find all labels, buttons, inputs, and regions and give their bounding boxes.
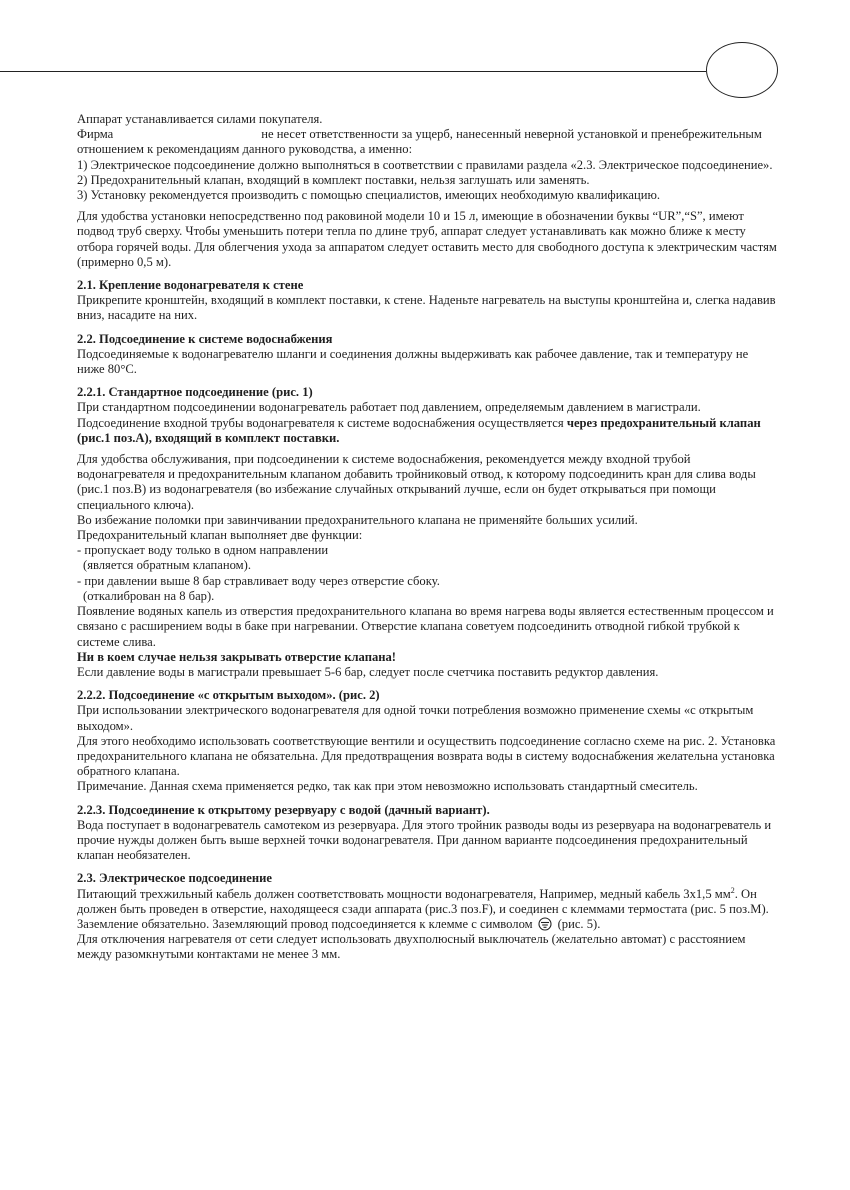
intro-item-1: 1) Электрическое подсоединение должно выполняться в соответствии с правилами раздела «2.3. Электрическое подсоединение».	[77, 157, 773, 172]
section-2-2-1-p3: Для удобства обслуживания, при подсоединении к системе водоснабжения, рекомендуется между входной трубой водонагревателя и предохранительным клапаном добавить тройниковый отвод, к которому подсоединить кран для слива воды (рис.1 поз.В) из водонагревателя (во избежание случайных открываний лучше, если он будет открываться при помощи специального ключа).	[77, 452, 756, 512]
section-2-2-1-p5: Предохранительный клапан выполняет две функции:	[77, 528, 363, 543]
firm-label: Фирма	[77, 127, 114, 142]
section-2-2-1-p7: Если давление воды в магистрали превышает 5-6 бар, следует после счетчика поставить редуктор давления.	[77, 664, 659, 679]
p2-bold-text: через предохранительный клапан (рис.1 поз.А), входящий в комплект поставки.	[77, 415, 761, 445]
function-1-note: (является обратным клапаном).	[83, 558, 251, 573]
section-2-2-1-p1: При стандартном подсоединении водонагреватель работает под давлением, определяемым давлением в магистрали.	[77, 400, 701, 415]
superscript: 2	[730, 885, 735, 895]
section-2-2-2-p3: Примечание. Данная схема применяется редко, так как при этом невозможно использовать стандартный смеситель.	[77, 779, 698, 794]
section-2-1-text: Прикрепите кронштейн, входящий в комплект поставки, к стене. Наденьте нагреватель на выступы кронштейна и, слегка надавив вниз, насадите на них.	[77, 293, 776, 323]
function-1: - пропускает воду только в одном направлении	[77, 543, 329, 558]
valve-warning	[77, 650, 777, 665]
figure-ref: (рис. 5).	[557, 916, 601, 931]
cable-text-cont: . Он должен быть проведен в отверстие, находящееся сзади аппарата (рис.3 поз.F), и соединен с клеммами термостата (рис. 5 поз.М). Заземление обязательно. Заземляющий провод подсоединяется к клемме с символом	[77, 886, 769, 931]
function-2: - при давлении выше 8 бар стравливает воду через отверстие сбоку.	[77, 573, 440, 588]
cable-text: Питающий трехжильный кабель должен соответствовать мощности водонагревателя, Например, медный кабель 3х1,5 мм	[77, 886, 731, 901]
section-2-2-1-title: 2.2.1. Стандартное подсоединение (рис. 1)	[77, 385, 313, 400]
section-2-3-p2: Для отключения нагревателя от сети следует использовать двухполюсный выключатель (желательно автомат) с расстоянием между разомкнутыми контактами не менее 3 мм.	[77, 932, 746, 962]
section-2-2-2-title: 2.2.2. Подсоединение «с открытым выходом». (рис. 2)	[77, 688, 380, 703]
intro-firm	[77, 127, 777, 157]
intro-item-2: 2) Предохранительный клапан, входящий в комплект поставки, нельзя заглушать или заменять.	[77, 172, 590, 187]
section-2-2-1-p4: Во избежание поломки при завинчивании предохранительного клапана не применяйте больших усилий.	[77, 512, 638, 527]
warning-text: Ни в коем случае нельзя закрывать отверстие клапана!	[77, 649, 396, 664]
intro-item-3: 3) Установку рекомендуется производить с помощью специалистов, имеющих необходимую квалификацию.	[77, 188, 660, 203]
ground-symbol-icon	[538, 917, 552, 931]
section-2-1-title: 2.1. Крепление водонагревателя к стене	[77, 278, 304, 293]
document-body	[77, 112, 777, 963]
section-2-2-3-title: 2.2.3. Подсоединение к открытому резервуару с водой (дачный вариант).	[77, 802, 490, 817]
firm-text: не несет ответственности за ущерб, нанесенный неверной установкой и пренебрежительным отношением к рекомендациям данного руководства, а именно:	[77, 127, 762, 157]
section-2-2-1-p2	[77, 416, 777, 446]
section-2-2-2-p2: Для этого необходимо использовать соответствующие вентили и осуществить подсоединение согласно схеме на рис. 2. Установка предохранительного клапана не обязательна. Для предотвращения возврата воды в систему водоснабжения желательна установка обратного клапана.	[77, 733, 776, 779]
section-2-2-3-p1: Вода поступает в водонагреватель самотеком из резервуара. Для этого тройник разводы воды из резервуара на водонагреватель и прочие нужды должен быть выше верхней точки водонагревателя. При данном варианте подсоединения предохранительный клапан необязателен.	[77, 817, 772, 863]
page-number-oval	[706, 42, 778, 98]
p2-plain-text: Подсоединение входной трубы водонагревателя к системе водоснабжения осуществляется	[77, 415, 564, 430]
intro-line: Аппарат устанавливается силами покупателя.	[77, 112, 323, 126]
section-2-3-title: 2.3. Электрическое подсоединение	[77, 871, 272, 886]
section-2-2-title: 2.2. Подсоединение к системе водоснабжения	[77, 331, 333, 346]
section-2-2-text: Подсоединяемые к водонагревателю шланги и соединения должны выдерживать как рабочее давление, так и температуру не ниже 80°С.	[77, 346, 749, 377]
header-rule	[0, 71, 706, 72]
section-2-3-p1	[77, 887, 777, 933]
function-2-note: (откалиброван на 8 бар).	[83, 588, 215, 603]
placement-paragraph: Для удобства установки непосредственно под раковиной модели 10 и 15 л, имеющие в обозначении буквы “UR”,“S”, имеют подвод труб сверху. Чтобы уменьшить потери тепла по длине труб, аппарат следует устанавливать как можно ближе к месту отбора горячей воды. Для облегчения ухода за аппаратом следует оставить место для свободного доступа к электрическим частям (примерно 0,5 м).	[77, 209, 777, 269]
section-2-2-1-p6: Появление водяных капель из отверстия предохранительного клапана во время нагрева воды является естественным процессом и связано с расширением воды в баке при нагревании. Отверстие клапана советуем подсоединить отводной гибкой трубкой к системе слива.	[77, 604, 774, 649]
section-2-2-2-p1: При использовании электрического водонагревателя для одной точки потребления возможно применение схемы «с открытым выходом».	[77, 703, 754, 733]
